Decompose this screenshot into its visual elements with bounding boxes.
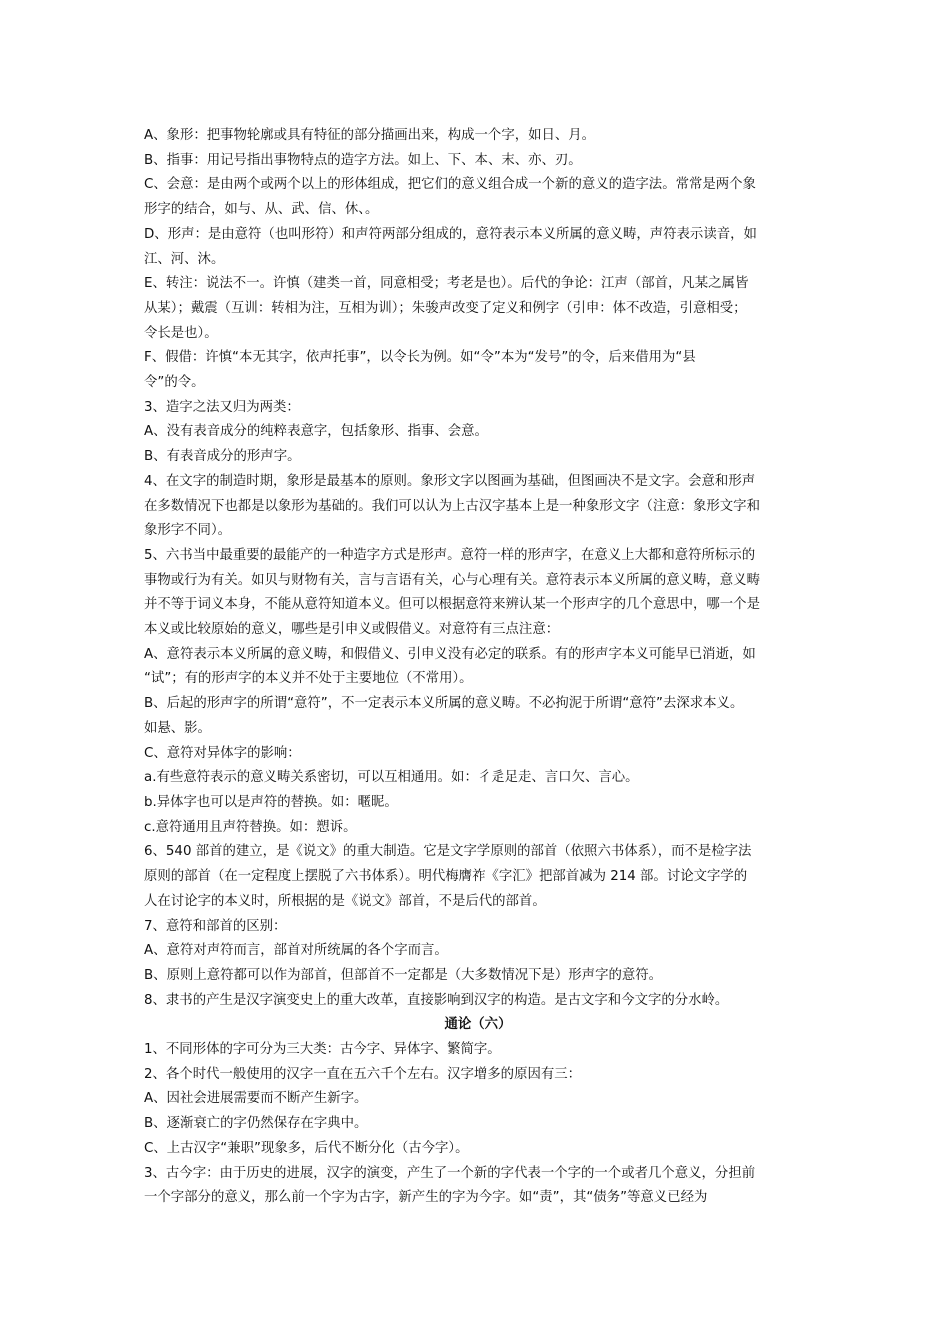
text-line: 8、隶书的产生是汉字演变史上的重大改革，直接影响到汉字的构造。是古文字和今文字的分水岭。 bbox=[144, 992, 729, 1008]
text-line: 5、六书当中最重要的最能产的一种造字方式是形声。意符一样的形声字，在意义上大都和意符所标示的 bbox=[144, 547, 756, 563]
para-item-3 bbox=[144, 396, 812, 421]
text-line: 如悬、影。 bbox=[144, 720, 211, 736]
para-item-5c-c bbox=[144, 816, 812, 841]
text-line: C、意符对异体字的影响： bbox=[144, 745, 301, 761]
para-item-7a bbox=[144, 939, 812, 964]
text-line: 本义或比较原始的意义，哪些是引申义或假借义。对意符有三点注意： bbox=[144, 622, 560, 638]
text-line: 人在讨论字的本义时，所根据的是《说文》部首，不是后代的部首。 bbox=[144, 893, 546, 909]
text-line: 4、在文字的制造时期，象形是最基本的原则。象形文字以图画为基础，但图画决不是文字。会意和形声 bbox=[144, 473, 756, 489]
para-item-5c-a bbox=[144, 766, 812, 791]
para-six-3 bbox=[144, 1162, 812, 1211]
para-six-2c bbox=[144, 1137, 812, 1162]
section-heading bbox=[144, 1013, 812, 1038]
text-line: 令”的令。 bbox=[144, 375, 205, 391]
text-line: A、意符表示本义所属的意义畴，和假借义、引申义没有必定的联系。有的形声字本义可能早已消逝，如 bbox=[144, 646, 756, 662]
document-body bbox=[144, 124, 812, 1211]
para-huiyi bbox=[144, 173, 812, 222]
text-line: 3、古今字：由于历史的进展，汉字的演变，产生了一个新的字代表一个字的一个或者几个意义，分担前 bbox=[144, 1165, 756, 1181]
para-six-2 bbox=[144, 1063, 812, 1088]
para-xingsheng bbox=[144, 223, 812, 272]
text-line: 一个字部分的意义，那么前一个字为古字，新产生的字为今字。如“责”，其“债务”等意义已经为 bbox=[144, 1190, 708, 1206]
text-line: B、指事：用记号指出事物特点的造字方法。如上、下、本、末、亦、刃。 bbox=[144, 152, 582, 168]
para-zhuanzhu bbox=[144, 272, 812, 346]
para-item-6 bbox=[144, 840, 812, 914]
text-line: 2、各个时代一般使用的汉字一直在五六千个左右。汉字增多的原因有三： bbox=[144, 1066, 582, 1082]
text-line: A、意符对声符而言，部首对所统属的各个字而言。 bbox=[144, 943, 448, 959]
text-line: B、后起的形声字的所谓“意符”，不一定表示本义所属的意义畴。不必拘泥于所谓“意符”去深求本义。 bbox=[144, 696, 744, 712]
text-line: 6、540 部首的建立，是《说文》的重大制造。它是文字学原则的部首（依照六书体系），而不是检字法 bbox=[144, 844, 752, 860]
para-item-7 bbox=[144, 915, 812, 940]
text-line: 3、造字之法又归为两类： bbox=[144, 399, 300, 415]
text-line: F、假借：许慎“本无其字，依声托事”，以令长为例。如“令”本为“发号”的令，后来借用为“县 bbox=[144, 350, 696, 366]
para-six-2b bbox=[144, 1112, 812, 1137]
text-line: 原则的部首（在一定程度上摆脱了六书体系）。明代梅膺祚《字汇》把部首减为 214 部。讨论文字学的 bbox=[144, 869, 748, 885]
para-six-2a bbox=[144, 1087, 812, 1112]
para-item-3a bbox=[144, 420, 812, 445]
text-line: A、象形：把事物轮廓或具有特征的部分描画出来，构成一个字，如日、月。 bbox=[144, 128, 596, 143]
text-line: 在多数情况下也都是以象形为基础的。我们可以认为上古汉字基本上是一种象形文字（注意：象形文字和 bbox=[144, 498, 760, 514]
para-item-5c bbox=[144, 742, 812, 767]
text-line: C、会意：是由两个或两个以上的形体组成，把它们的意义组合成一个新的意义的造字法。常常是两个象 bbox=[144, 177, 756, 193]
para-item-5c-b bbox=[144, 791, 812, 816]
text-line: “试”；有的形声字的本义并不处于主要地位（不常用）。 bbox=[144, 671, 473, 687]
para-xiangxing bbox=[144, 124, 812, 149]
text-line: 江、河、沐。 bbox=[144, 251, 225, 267]
text-line: C、上古汉字“兼职”现象多，后代不断分化（古今字）。 bbox=[144, 1140, 469, 1156]
text-line: A、因社会进展需要而不断产生新字。 bbox=[144, 1091, 368, 1107]
text-line: c.意符通用且声符替换。如：愬诉。 bbox=[144, 819, 357, 835]
para-zhishi bbox=[144, 149, 812, 174]
text-line: B、有表音成分的形声字。 bbox=[144, 449, 301, 465]
text-line: a.有些意符表示的意义畴关系密切，可以互相通用。如：彳辵足走、言口欠、言心。 bbox=[144, 770, 639, 786]
text-line: B、逐渐衰亡的字仍然保存在字典中。 bbox=[144, 1116, 368, 1132]
section-heading-text: 通论（六） bbox=[444, 1017, 512, 1033]
text-line: A、没有表音成分的纯粹表意字，包括象形、指事、会意。 bbox=[144, 424, 488, 440]
text-line: b.异体字也可以是声符的替换。如：暱昵。 bbox=[144, 794, 398, 810]
text-line: 形字的结合，如与、从、武、信、休、。 bbox=[144, 202, 379, 218]
text-line: 象形字不同）。 bbox=[144, 523, 232, 539]
text-line: E、转注：说法不一。许慎（建类一首，同意相受；考老是也）。后代的争论：江声（部首，凡某之属皆 bbox=[144, 276, 749, 292]
para-item-5 bbox=[144, 544, 812, 643]
para-item-7b bbox=[144, 964, 812, 989]
para-item-5a bbox=[144, 643, 812, 692]
text-line: B、原则上意符都可以作为部首，但部首不一定都是（大多数情况下是）形声字的意符。 bbox=[144, 967, 663, 983]
para-item-8 bbox=[144, 989, 812, 1014]
text-line: 事物或行为有关。如贝与财物有关，言与言语有关，心与心理有关。意符表示本义所属的意义畴，意义畴 bbox=[144, 572, 760, 588]
text-line: 7、意符和部首的区别： bbox=[144, 918, 287, 934]
para-six-1 bbox=[144, 1038, 812, 1063]
text-line: D、形声：是由意符（也叫形符）和声符两部分组成的，意符表示本义所属的意义畴，声符表示读音，如 bbox=[144, 226, 757, 242]
text-line: 1、不同形体的字可分为三大类：古今字、异体字、繁简字。 bbox=[144, 1042, 501, 1058]
para-jiajie bbox=[144, 346, 812, 395]
text-line: 并不等于词义本身，不能从意符知道本义。但可以根据意符来辨认某一个形声字的几个意思中，哪一个是 bbox=[144, 597, 760, 613]
text-line: 令长是也）。 bbox=[144, 325, 218, 341]
para-item-4 bbox=[144, 470, 812, 544]
para-item-5b bbox=[144, 692, 812, 741]
text-line: 从某）；戴震（互训：转相为注，互相为训）；朱骏声改变了定义和例字（引申：体不改造，引意相受； bbox=[144, 300, 747, 316]
para-item-3b bbox=[144, 445, 812, 470]
